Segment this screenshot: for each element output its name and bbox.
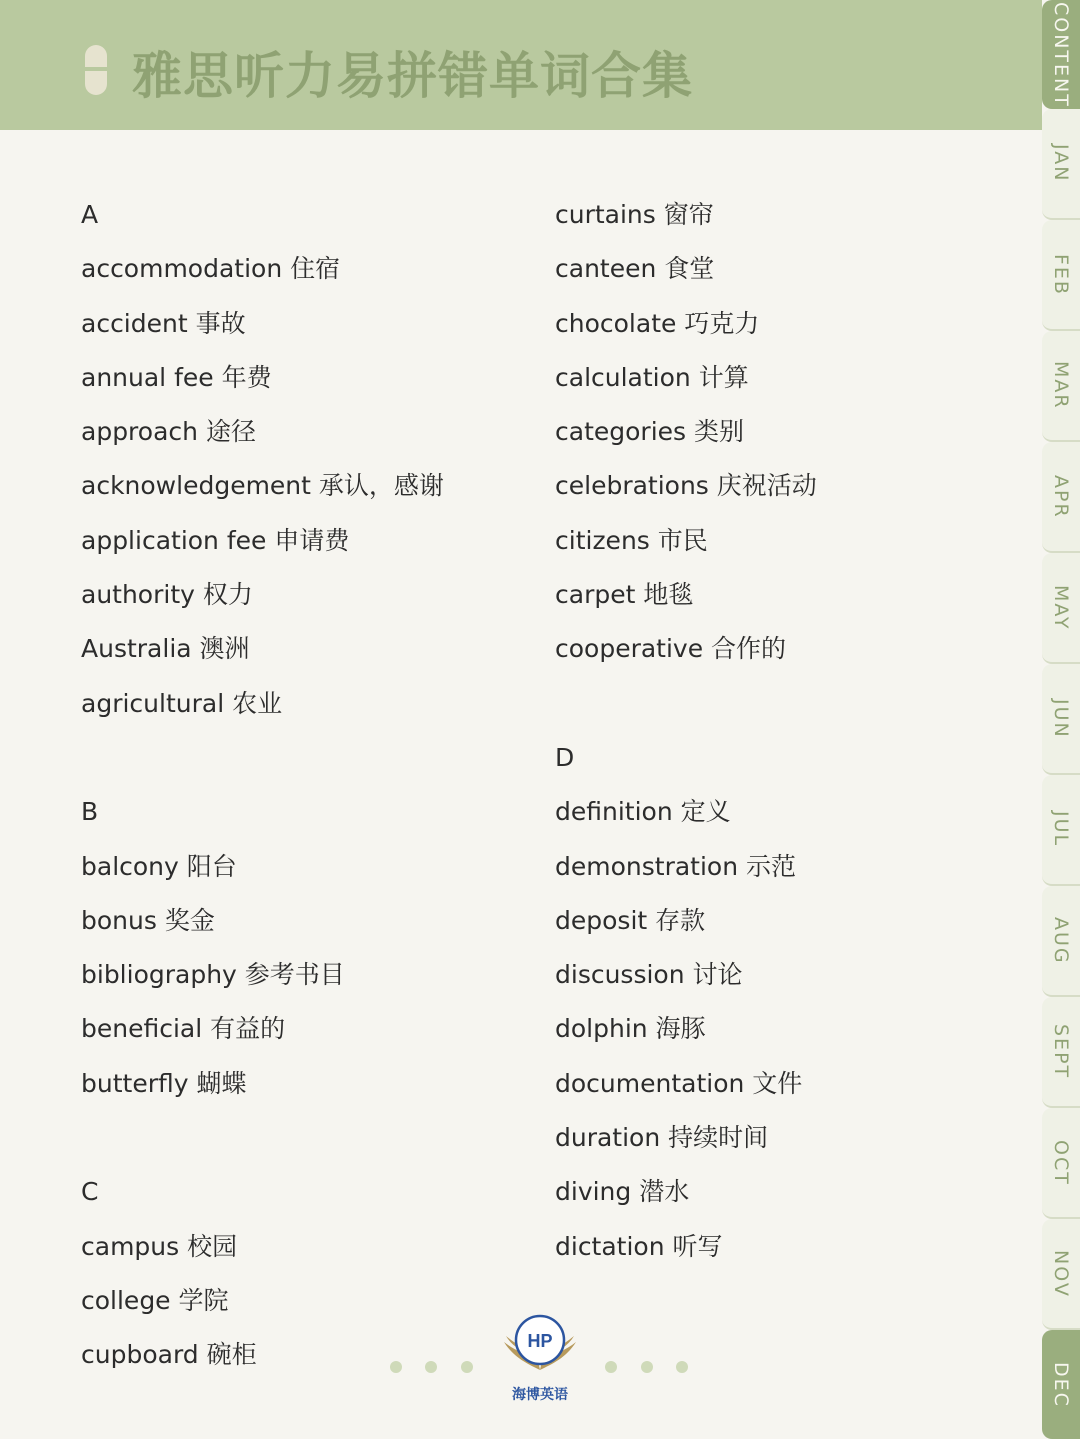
page-dot[interactable] [676,1361,688,1373]
word-entry: dictation 听写 [555,1231,723,1261]
word-entry: canteen 食堂 [555,254,715,284]
word-entry: dolphin 海豚 [555,1014,706,1044]
word-entry: annual fee 年费 [81,362,272,392]
section-letter: B [81,797,99,827]
word-entry: bibliography 参考书目 [81,960,345,990]
spacer [81,731,521,785]
word-entry: documentation 文件 [555,1068,803,1098]
spacer [81,1111,521,1165]
tab-jun[interactable]: JUN [1042,664,1080,775]
section-letter: D [555,742,575,772]
tab-jan[interactable]: JAN [1042,109,1080,220]
word-entry: deposit 存款 [555,905,706,935]
word-entry: diving 潜水 [555,1177,690,1207]
logo-name: 海博英语 [512,1387,568,1403]
tab-apr[interactable]: APR [1042,442,1080,553]
word-entry: bonus 奖金 [81,905,215,935]
word-entry: authority 权力 [81,580,253,610]
svg-text:HP: HP [527,1331,553,1351]
word-entry: accident 事故 [81,308,246,338]
tab-mar[interactable]: MAR [1042,331,1080,442]
logo-wings-icon [500,1312,580,1384]
word-entry: Australia 澳洲 [81,634,250,664]
word-entry: duration 持续时间 [555,1123,769,1153]
page-dot[interactable] [641,1361,653,1373]
word-entry: college 学院 [81,1285,229,1315]
header-decoration-icon [85,45,107,95]
word-entry: discussion 讨论 [555,960,743,990]
section-letter: A [81,200,99,229]
page-header [0,0,1042,130]
tab-dec[interactable]: DEC [1042,1330,1080,1439]
page-dot[interactable] [390,1361,402,1373]
page-title: 雅思听力易拼错单词合集 [132,47,693,105]
page-dot[interactable] [461,1361,473,1373]
word-entry: application fee 申请费 [81,525,350,555]
spacer [555,677,995,731]
word-list-right [555,188,995,1274]
word-entry: approach 途径 [81,417,256,447]
page-dot[interactable] [605,1361,617,1373]
tab-jul[interactable]: JUL [1042,775,1080,886]
tab-feb[interactable]: FEB [1042,220,1080,331]
tab-sept[interactable]: SEPT [1042,997,1080,1108]
tab-nov[interactable]: NOV [1042,1219,1080,1330]
word-entry: demonstration 示范 [555,851,797,881]
word-entry: chocolate 巧克力 [555,308,760,338]
word-list-left [81,188,521,1383]
word-entry: calculation 计算 [555,362,749,392]
word-entry: acknowledgement 承认，感谢 [81,471,444,501]
word-entry: campus 校园 [81,1231,238,1261]
word-entry: cupboard 碗柜 [81,1340,257,1370]
word-entry: accommodation 住宿 [81,254,341,284]
word-entry: beneficial 有益的 [81,1014,286,1044]
word-entry: curtains 窗帘 [555,200,714,229]
tab-aug[interactable]: AUG [1042,886,1080,997]
brand-logo [500,1312,580,1407]
page-dot[interactable] [425,1361,437,1373]
word-entry: agricultural 农业 [81,688,283,718]
word-entry: carpet 地毯 [555,580,694,610]
word-entry: balcony 阳台 [81,851,237,881]
word-entry: celebrations 庆祝活动 [555,471,817,501]
word-entry: butterfly 蝴蝶 [81,1068,247,1098]
tab-oct[interactable]: OCT [1042,1108,1080,1219]
tab-may[interactable]: MAY [1042,553,1080,664]
word-entry: definition 定义 [555,797,731,827]
word-entry: cooperative 合作的 [555,634,787,664]
tab-content[interactable]: CONTENT [1042,0,1080,109]
section-letter: C [81,1177,99,1207]
word-entry: categories 类别 [555,417,744,447]
month-tabs [1042,0,1080,1439]
word-entry: citizens 市民 [555,525,708,555]
